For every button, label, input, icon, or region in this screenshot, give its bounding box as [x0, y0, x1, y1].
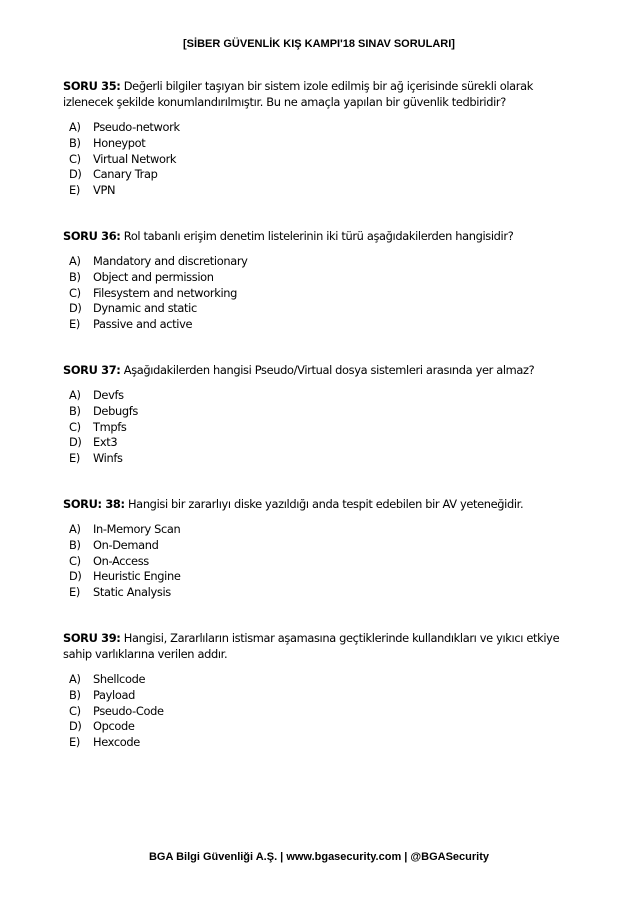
option-text: Ext3 [93, 435, 118, 450]
option-e [69, 451, 563, 467]
option-letter: D) [69, 569, 82, 584]
option-letter: C) [69, 285, 81, 300]
option-letter: A) [69, 120, 81, 134]
option-letter: D) [69, 301, 82, 316]
question-body: Aşağıdakilerden hangisi Pseudo/Virtual dosya sistemleri arasında yer almaz? [123, 362, 535, 377]
option-text: In-Memory Scan [93, 521, 181, 536]
option-letter: A) [69, 253, 81, 268]
option-e [69, 735, 563, 751]
question-text [63, 78, 563, 110]
page-footer: BGA Bilgi Güvenliği A.Ş. | www.bgasecurity.com | @BGASecurity [148, 851, 490, 863]
question-37 [63, 362, 563, 467]
option-d [69, 719, 563, 735]
option-b [69, 404, 563, 420]
question-text [63, 496, 563, 512]
question-text [63, 362, 563, 378]
option-text: Debugfs [93, 403, 138, 418]
option-d [69, 569, 563, 585]
option-b [69, 688, 563, 704]
option-letter: C) [69, 419, 81, 434]
option-c [69, 286, 563, 302]
option-text: VPN [93, 183, 116, 198]
option-letter: C) [69, 553, 81, 568]
option-b [69, 538, 563, 554]
question-body: Hangisi, Zararlıların istismar aşamasına geçtiklerinde kullandıkları ve yıkıcı etkiye sahip varlıklarına verilen addır. [63, 630, 560, 661]
question-38 [63, 496, 563, 601]
option-text: Dynamic and static [93, 301, 197, 316]
option-a [69, 522, 563, 538]
option-text: Winfs [93, 451, 123, 466]
question-number: SORU 35: [63, 79, 121, 93]
options-list [63, 672, 563, 751]
options-list [63, 254, 563, 333]
option-a [69, 120, 563, 136]
option-letter: D) [69, 167, 82, 182]
option-text: Passive and active [93, 317, 193, 332]
option-text: Filesystem and networking [93, 285, 238, 300]
option-text: Devfs [93, 387, 124, 402]
option-letter: B) [69, 537, 81, 552]
option-b [69, 136, 563, 152]
option-letter: D) [69, 719, 82, 734]
question-35 [63, 78, 563, 199]
question-36 [63, 228, 563, 333]
page-header: [SİBER GÜVENLİK KIŞ KAMPI'18 SINAV SORULARI] [183, 38, 455, 50]
question-number: SORU 36: [63, 228, 121, 243]
option-text: Honeypot [93, 135, 146, 150]
option-letter: E) [69, 183, 80, 198]
option-text: Heuristic Engine [93, 569, 181, 584]
option-text: Virtual Network [93, 151, 177, 166]
options-list [63, 522, 563, 601]
option-letter: B) [69, 135, 81, 150]
option-text: Hexcode [93, 735, 140, 750]
option-text: Static Analysis [93, 585, 171, 600]
option-letter: E) [69, 451, 80, 466]
question-body: Değerli bilgiler taşıyan bir sistem izole edilmiş bir ağ içerisinde sürekli olarak izlenecek şekilde konumlandırılmıştır. Bu ne amaçla yapılan bir güvenlik tedbiridir? [63, 79, 533, 109]
option-text: Opcode [93, 719, 135, 734]
option-letter: C) [69, 151, 81, 166]
option-text: Pseudo-network [93, 120, 180, 134]
option-text: Object and permission [93, 269, 214, 284]
option-letter: A) [69, 521, 81, 536]
option-d [69, 435, 563, 451]
question-body: Rol tabanlı erişim denetim listelerinin iki türü aşağıdakilerden hangisidir? [123, 228, 514, 243]
option-a [69, 254, 563, 270]
option-d [69, 167, 563, 183]
option-text: Canary Trap [93, 167, 158, 182]
option-letter: E) [69, 317, 80, 332]
options-list [63, 388, 563, 467]
option-c [69, 152, 563, 168]
option-a [69, 672, 563, 688]
option-letter: E) [69, 735, 80, 750]
option-text: On-Access [93, 553, 149, 568]
question-text [63, 630, 563, 662]
question-body: Hangisi bir zararlıyı diske yazıldığı anda tespit edebilen bir AV yeteneğidir. [127, 496, 524, 511]
option-c [69, 704, 563, 720]
option-letter: E) [69, 585, 80, 600]
option-letter: B) [69, 687, 81, 702]
question-39 [63, 630, 563, 751]
option-e [69, 183, 563, 199]
question-number: SORU: 38: [63, 496, 125, 511]
option-e [69, 585, 563, 601]
option-e [69, 317, 563, 333]
option-letter: A) [69, 671, 81, 686]
option-c [69, 554, 563, 570]
option-text: On-Demand [93, 537, 159, 552]
option-letter: D) [69, 435, 82, 450]
option-b [69, 270, 563, 286]
option-letter: B) [69, 403, 81, 418]
question-number: SORU 37: [63, 362, 121, 377]
option-text: Mandatory and discretionary [93, 253, 248, 268]
option-letter: C) [69, 703, 81, 718]
option-c [69, 420, 563, 436]
option-text: Shellcode [93, 671, 146, 686]
option-d [69, 301, 563, 317]
option-a [69, 388, 563, 404]
options-list [63, 120, 563, 199]
option-text: Pseudo-Code [93, 703, 164, 718]
question-text [63, 228, 563, 244]
option-letter: A) [69, 387, 81, 402]
option-letter: B) [69, 269, 81, 284]
question-list [63, 78, 563, 780]
option-text: Payload [93, 687, 135, 702]
option-text: Tmpfs [93, 419, 127, 434]
question-number: SORU 39: [63, 630, 121, 645]
